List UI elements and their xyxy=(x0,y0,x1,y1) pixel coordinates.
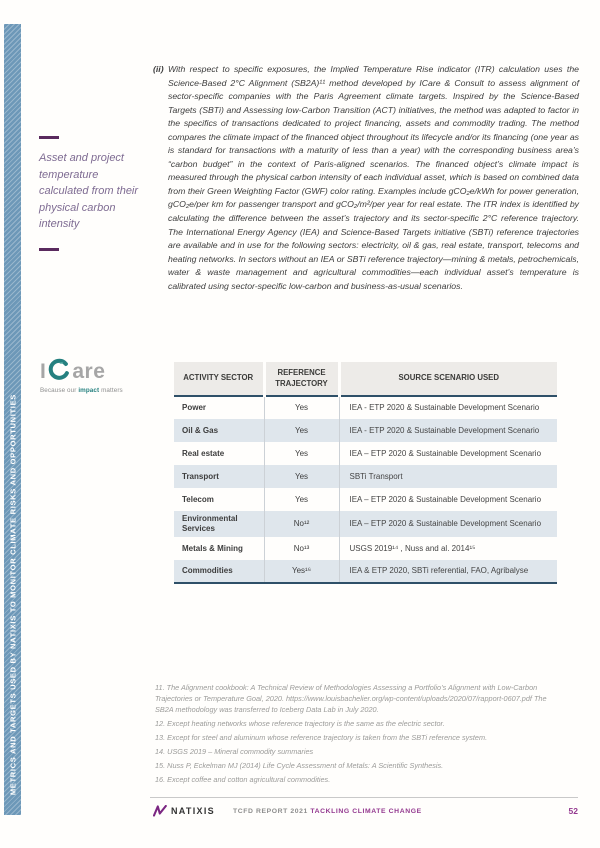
trajectory-cell: Yes xyxy=(264,488,339,511)
sector-cell: Transport xyxy=(174,465,264,488)
source-cell: IEA & ETP 2020, SBTi referential, FAO, Agribalyse xyxy=(339,560,557,583)
footnote: 16. Except coffee and cotton agricultural commodities. xyxy=(155,774,331,784)
source-cell: IEA - ETP 2020 & Sustainable Development Scenario xyxy=(339,396,557,419)
sector-cell: Telecom xyxy=(182,494,214,504)
natixis-logo-icon xyxy=(153,805,167,817)
trajectory-cell: No¹³ xyxy=(264,537,339,560)
source-cell: IEA – ETP 2020 & Sustainable Development Scenario xyxy=(339,442,557,465)
trajectory-cell: Yes¹⁶ xyxy=(264,560,339,583)
icare-logo xyxy=(40,358,150,394)
paragraph-text: With respect to specific exposures, the Implied Temperature Rise indicator (ITR) calculation uses the Science-Based 2°C Alignment (SB2A)¹¹ method developed by ICare & Consult to assess alignment of sector-specific companies with the Paris Agreement climate targets. Inspired by the Science-Based Targets (SBTi) and Assessing low-Carbon Transition (ACT) initiatives, the method was adapted to factor in the specifics of transactions dedicated to project financing, assets and commodity trading. The method compares the climate impact of the financed object throughout its lifecycle and/or its financing (one year as is standard for transactions with a maturity of less than a year) with the corresponding business area’s “carbon budget” in the context of Paris-aligned scenarios. The financed object’s climate impact is measured through the physical carbon intensity of each individual asset, which is based on combined data from their Green Weighting Factor (GWF) color rating. Examples include gCO₂e/kWh for power generation, gCO₂e/per km for passenger transport and gCO₂/m²/per year for real estate. The ITR index is identified by calculating the difference between the asset’s trajectory and its sector-specific 2°C reference trajectory. The International Energy Agency (IEA) and Science-Based Targets initiative (SBTi) reference trajectories are available and in use for the following sectors: electricity, oil & gas, real estate, transport, telecoms and heating networks. In sectors without an IEA or SBTi reference trajectory—mining & metals, petrochemicals, water & waste management and agricultural commodities—each individual asset’s temperature is calibrated using sector-specific low-carbon and business-as-usual scenarios. xyxy=(168,64,579,291)
header-source-scenario: SOURCE SCENARIO USED xyxy=(339,362,557,396)
table-row xyxy=(174,465,557,488)
trajectory-cell: Yes xyxy=(264,419,339,442)
footnotes xyxy=(155,683,563,789)
sector-cell: Metals & Mining xyxy=(182,543,243,553)
source-cell: SBTi Transport xyxy=(339,465,557,488)
natixis-wordmark: NATIXIS xyxy=(171,806,215,816)
body-paragraph xyxy=(153,63,579,293)
table-row xyxy=(174,396,557,419)
sector-cell: Oil & Gas xyxy=(174,419,264,442)
footnote: 13. Except for steel and aluminum whose reference trajectory is taken from the SBTi reference system. xyxy=(155,732,488,742)
table-header-row xyxy=(174,362,557,396)
list-item-marker: (ii) xyxy=(153,64,164,74)
table-row xyxy=(174,442,557,465)
trajectory-cell: Yes xyxy=(264,396,339,419)
icare-wordmark xyxy=(40,358,150,384)
margin-callout xyxy=(39,136,143,251)
source-cell: IEA – ETP 2020 & Sustainable Development Scenario xyxy=(339,511,557,537)
page-number: 52 xyxy=(568,806,578,816)
margin-callout-text: Asset and project temperature calculated from their physical carbon intensity xyxy=(39,152,139,230)
table-row xyxy=(174,537,557,560)
footnote: 15. Nuss P, Eckelman MJ (2014) Life Cycle Assessment of Metals: A Scientific Synthesis. xyxy=(155,760,444,770)
trajectory-cell: Yes xyxy=(264,465,339,488)
table-row xyxy=(174,488,557,511)
footnote: 11. The Alignment cookbook: A Technical Review of Methodologies Assessing a Portfolio’s Alignment with Low-Carbon Trajectories or Temperature Goal, 2020. https://www.louisbachelier.org/wp-content/uploads/2020/07/rapport-0607.pdf The SB2A methodology was transferred to Iceberg Data Lab in July 2020. xyxy=(155,683,547,714)
page-footer xyxy=(153,805,578,817)
table-row xyxy=(174,560,557,583)
source-cell: USGS 2019¹⁴ , Nuss and al. 2014¹⁵ xyxy=(339,537,557,560)
icare-tagline-impact: impact xyxy=(78,387,100,394)
icare-logo-letters-are: are xyxy=(72,359,106,383)
sector-cell: Environmental Services xyxy=(174,511,264,537)
chapter-tab xyxy=(4,24,21,815)
footer-report-line xyxy=(233,808,422,815)
report-title: TACKLING CLIMATE CHANGE xyxy=(310,807,422,815)
reference-trajectory-table xyxy=(174,362,557,584)
trajectory-cell: Yes xyxy=(264,442,339,465)
footer-divider xyxy=(150,797,578,798)
natixis-logo xyxy=(153,805,215,817)
sector-cell: Commodities xyxy=(174,560,264,583)
header-reference-trajectory: REFERENCE TRAJECTORY xyxy=(264,362,339,396)
sector-cell: Real estate xyxy=(182,448,225,458)
footnote: 12. Except heating networks whose reference trajectory is the same as the electric sector. xyxy=(155,718,445,728)
table-row xyxy=(174,419,557,442)
source-cell: IEA – ETP 2020 & Sustainable Development Scenario xyxy=(339,488,557,511)
accent-rule-bottom xyxy=(39,248,59,251)
icare-logo-letter-i: I xyxy=(40,359,47,383)
header-activity-sector: ACTIVITY SECTOR xyxy=(174,362,264,396)
chapter-vertical-title: METRICS AND TARGETS USED BY NATIXIS TO MONITOR CLIMATE RISKS AND OPPORTUNITIES xyxy=(8,393,17,795)
sector-cell: Power xyxy=(182,403,207,413)
report-name: TCFD REPORT 2021 xyxy=(232,807,308,815)
source-cell: IEA - ETP 2020 & Sustainable Development Scenario xyxy=(339,419,557,442)
icare-tagline: Because our impact matters xyxy=(40,387,123,394)
icare-c-leaf-icon xyxy=(48,358,70,384)
trajectory-cell: No¹² xyxy=(264,511,339,537)
accent-rule-top xyxy=(39,136,59,139)
table-row xyxy=(174,511,557,537)
footnote: 14. USGS 2019 – Mineral commodity summaries xyxy=(155,746,314,756)
